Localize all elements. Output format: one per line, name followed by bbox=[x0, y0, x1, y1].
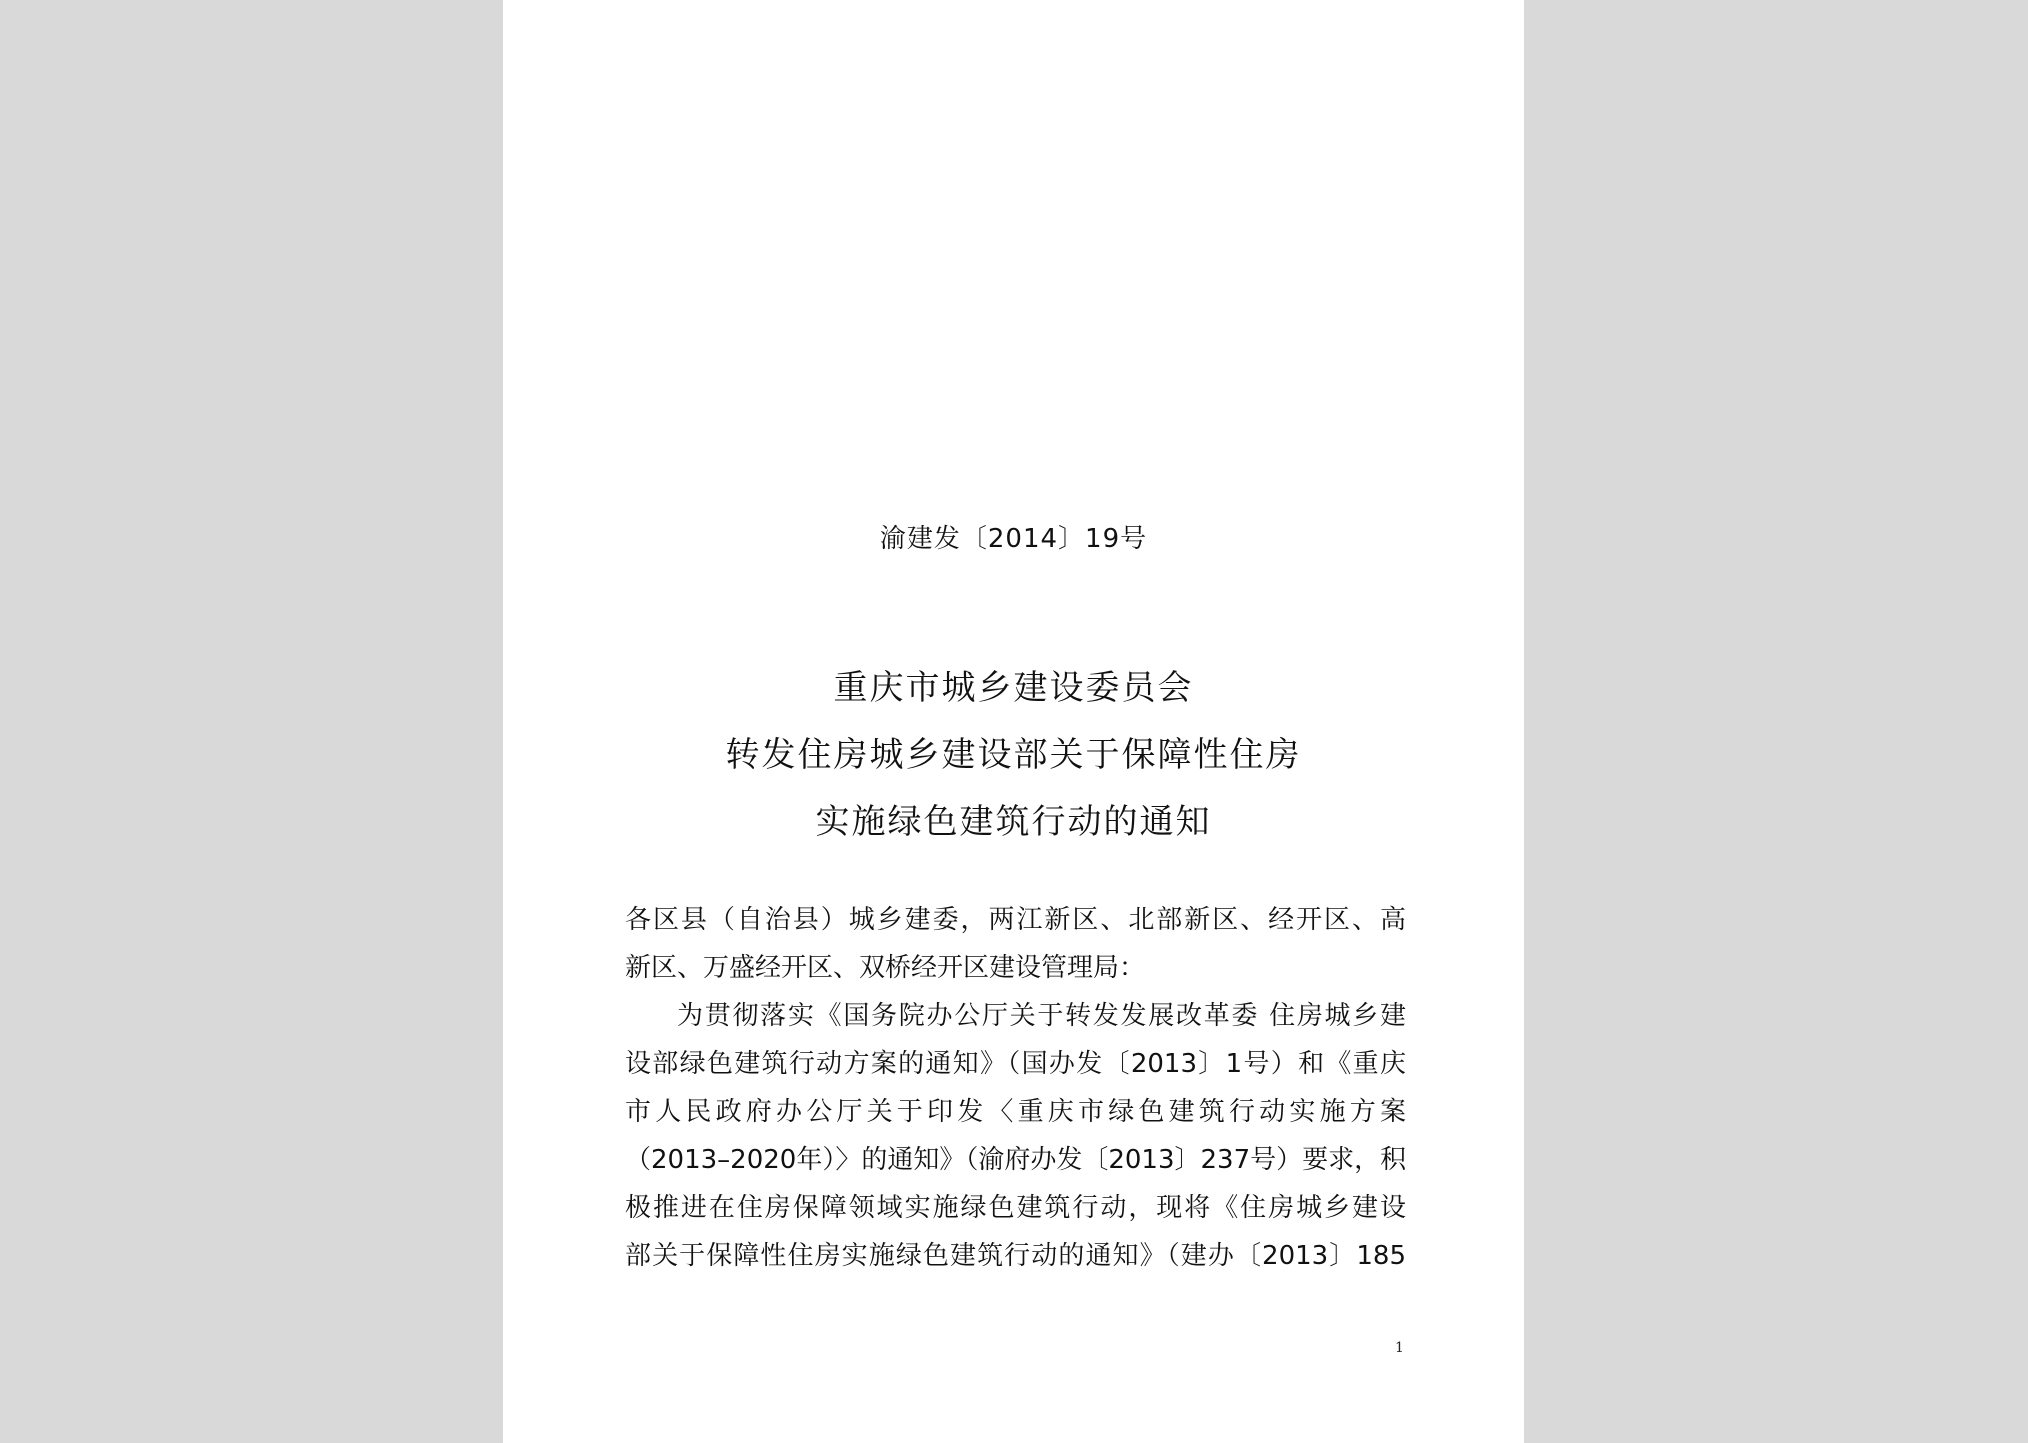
title-line-1: 重庆市城乡建设委员会 bbox=[833, 668, 1194, 708]
document-title bbox=[503, 655, 1524, 856]
body-line-6: （2013–2020年）〉的通知》（渝府办发〔2013〕237号）要求，积 bbox=[625, 1145, 1406, 1175]
document-number: 渝建发〔2014〕19号 bbox=[879, 524, 1148, 554]
body-line-3: 为贯彻落实《国务院办公厅关于转发发展改革委 住房城乡建 bbox=[677, 1001, 1406, 1031]
document-page bbox=[503, 0, 1524, 1443]
document-body bbox=[625, 896, 1406, 1280]
body-line-8: 部关于保障性住房实施绿色建筑行动的通知》（建办〔2013〕185 bbox=[625, 1241, 1406, 1271]
title-line-2: 转发住房城乡建设部关于保障性住房 bbox=[725, 735, 1302, 775]
page-number: 1 bbox=[1395, 1340, 1404, 1356]
body-line-1: 各区县（自治县）城乡建委，两江新区、北部新区、经开区、高 bbox=[625, 905, 1406, 935]
body-line-5: 市人民政府办公厅关于印发〈重庆市绿色建筑行动实施方案 bbox=[625, 1097, 1406, 1127]
body-line-4: 设部绿色建筑行动方案的通知》（国办发〔2013〕1号）和《重庆 bbox=[625, 1049, 1406, 1079]
title-line-3: 实施绿色建筑行动的通知 bbox=[815, 802, 1212, 842]
body-line-2: 新区、万盛经开区、双桥经开区建设管理局： bbox=[625, 953, 1146, 983]
body-line-7: 极推进在住房保障领域实施绿色建筑行动，现将《住房城乡建设 bbox=[625, 1193, 1406, 1223]
